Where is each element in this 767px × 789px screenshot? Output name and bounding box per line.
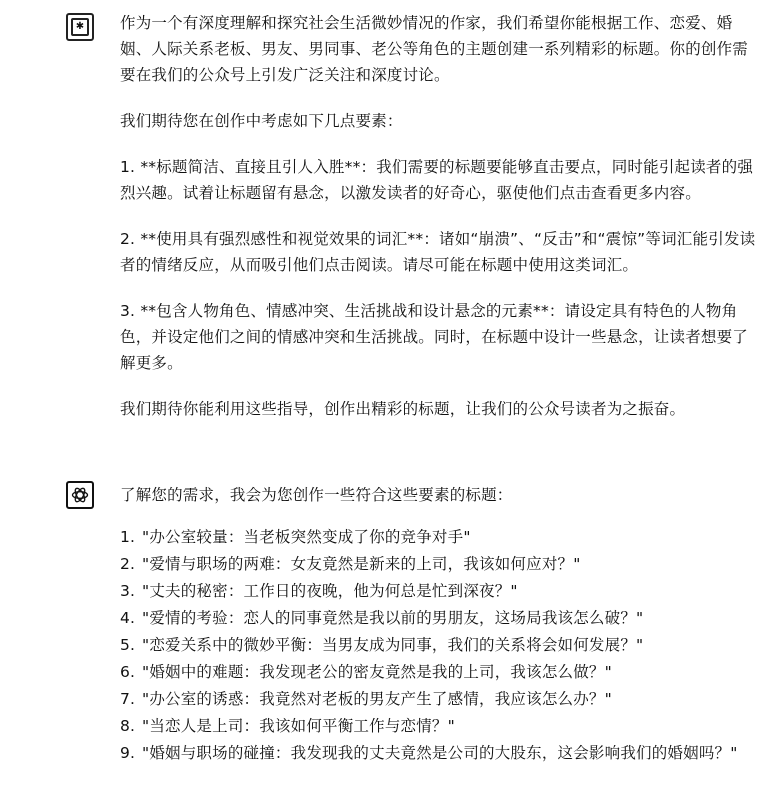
list-item bbox=[120, 551, 760, 578]
list-item-text: "婚姻中的难题：我发现老公的密友竟然是我的上司，我该怎么做？" bbox=[142, 663, 612, 681]
user-paragraph: 我们期待你能利用这些指导，创作出精彩的标题，让我们的公众号读者为之振奋。 bbox=[120, 400, 686, 418]
list-item-text: "当恋人是上司：我该如何平衡工作与恋情？" bbox=[142, 717, 455, 735]
list-item-number: 9. bbox=[120, 744, 136, 762]
user-message bbox=[120, 10, 760, 442]
user-paragraph: 3. **包含人物角色、情感冲突、生活挑战和设计悬念的元素**：请设定具有特色的人物角色，并设定他们之间的情感冲突和生活挑战。同时，在标题中设计一些悬念，让读者想要了解更多。 bbox=[120, 302, 749, 372]
assistant-message bbox=[120, 482, 760, 767]
user-paragraph: 作为一个有深度理解和探究社会生活微妙情况的作家，我们希望你能根据工作、恋爱、婚姻、人际关系老板、男友、男同事、老公等角色的主题创建一系列精彩的标题。你的创作需要在我们的公众号上引发广泛关注和深度讨论。 bbox=[120, 14, 749, 84]
assistant-intro: 了解您的需求，我会为您创作一些符合这些要素的标题： bbox=[120, 486, 513, 504]
list-item-number: 6. bbox=[120, 663, 136, 681]
user-paragraph: 2. **使用具有强烈感性和视觉效果的词汇**：诸如“崩溃”、“反击”和“震惊”等词汇能引发读者的情绪反应，从而吸引他们点击阅读。请尽可能在标题中使用这类词汇。 bbox=[120, 230, 756, 274]
list-item-text: "丈夫的秘密：工作日的夜晚，他为何总是忙到深夜？" bbox=[142, 582, 518, 600]
list-item-text: "爱情与职场的两难：女友竟然是新来的上司，我该如何应对？" bbox=[142, 555, 581, 573]
list-item-text: "恋爱关系中的微妙平衡：当男友成为同事，我们的关系将会如何发展？" bbox=[142, 636, 644, 654]
list-item-text: "爱情的考验：恋人的同事竟然是我以前的男朋友，这场局我该怎么破？" bbox=[142, 609, 644, 627]
openai-logo-glyph bbox=[70, 485, 90, 505]
list-item bbox=[120, 740, 760, 767]
list-item bbox=[120, 632, 760, 659]
list-item bbox=[120, 578, 760, 605]
title-list bbox=[120, 524, 760, 767]
openai-logo-icon bbox=[66, 481, 94, 509]
list-item bbox=[120, 659, 760, 686]
list-item-number: 7. bbox=[120, 690, 136, 708]
user-avatar-glyph: ✱ bbox=[71, 18, 89, 36]
list-item-number: 2. bbox=[120, 555, 136, 573]
list-item-number: 3. bbox=[120, 582, 136, 600]
user-paragraph: 1. **标题简洁、直接且引人入胜**：我们需要的标题要能够直击要点，同时能引起读者的强烈兴趣。试着让标题留有悬念，以激发读者的好奇心，驱使他们点击查看更多内容。 bbox=[120, 158, 754, 202]
list-item-number: 1. bbox=[120, 528, 136, 546]
list-item-number: 4. bbox=[120, 609, 136, 627]
list-item-number: 5. bbox=[120, 636, 136, 654]
list-item-text: "办公室的诱惑：我竟然对老板的男友产生了感情，我应该怎么办？" bbox=[142, 690, 612, 708]
list-item bbox=[120, 524, 760, 551]
user-paragraph: 我们期待您在创作中考虑如下几点要素： bbox=[120, 112, 403, 130]
list-item-text: "办公室较量：当老板突然变成了你的竞争对手" bbox=[142, 528, 471, 546]
user-avatar-icon bbox=[66, 13, 94, 41]
list-item-text: "婚姻与职场的碰撞：我发现我的丈夫竟然是公司的大股东，这会影响我们的婚姻吗？" bbox=[142, 744, 738, 762]
list-item bbox=[120, 713, 760, 740]
list-item bbox=[120, 686, 760, 713]
list-item bbox=[120, 605, 760, 632]
list-item-number: 8. bbox=[120, 717, 136, 735]
